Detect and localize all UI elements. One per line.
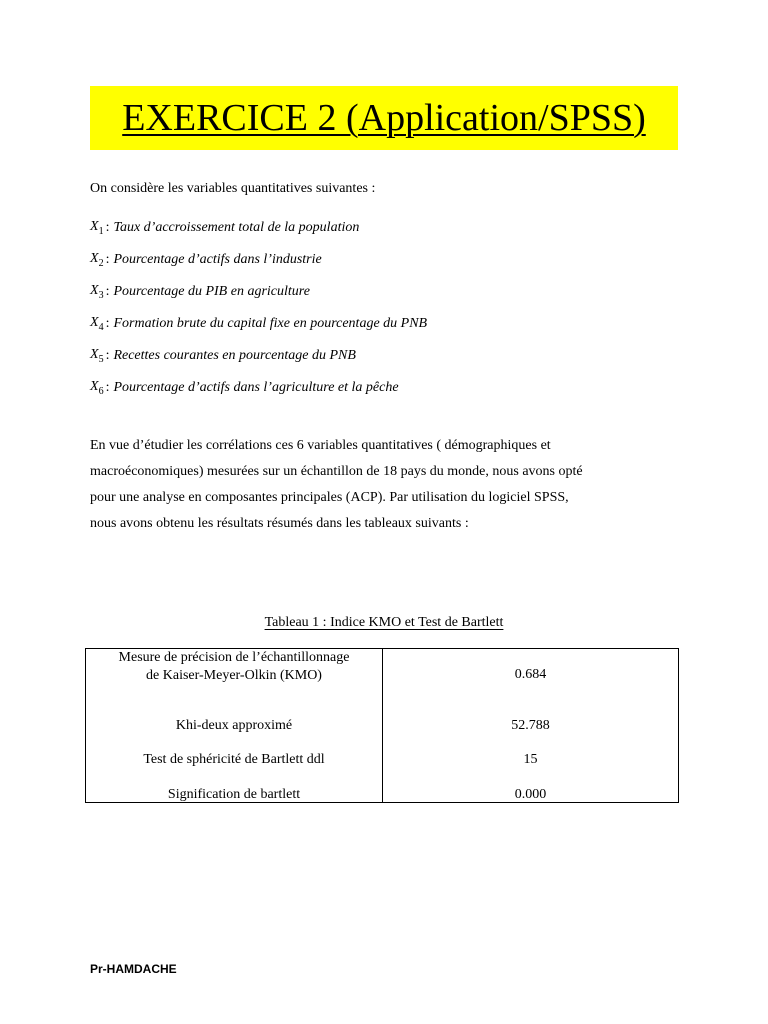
variable-symbol: $X_2$ <box>90 251 104 269</box>
title-banner <box>90 86 678 150</box>
label-line: Mesure de précision de l’échantillonnage <box>118 650 350 665</box>
table-label-chi2: Khi-deux approximé <box>175 718 293 733</box>
variable-separator: : <box>105 348 110 363</box>
variable-item <box>90 372 690 404</box>
variable-separator: : <box>105 316 110 331</box>
variable-list <box>90 212 690 404</box>
variable-item <box>90 308 690 340</box>
variable-symbol: $X_5$ <box>90 347 104 365</box>
variable-symbol: $X_1$ <box>90 219 104 237</box>
variable-description: Pourcentage d’actifs dans l’industrie <box>113 252 322 267</box>
variable-description: Taux d’accroissement total de la population <box>113 220 360 235</box>
variable-separator: : <box>105 284 110 299</box>
table-value-kmo: 0.684 <box>514 667 547 682</box>
variable-description: Pourcentage d’actifs dans l’agriculture et la pêche <box>113 380 399 395</box>
kmo-bartlett-table <box>85 648 679 803</box>
label-column <box>86 649 383 802</box>
table-label-kmo <box>86 649 382 685</box>
variable-separator: : <box>105 380 110 395</box>
variable-item <box>90 212 690 244</box>
variable-symbol: $X_4$ <box>90 315 104 333</box>
paragraph-line: nous avons obtenu les résultats résumés dans les tableaux suivants : <box>90 516 469 531</box>
variable-item <box>90 276 690 308</box>
variable-separator: : <box>105 252 110 267</box>
table-label-ddl: Test de sphéricité de Bartlett ddl <box>143 752 325 767</box>
table-caption: Tableau 1 : Indice KMO et Test de Bartlett <box>264 615 504 630</box>
paragraph-line: pour une analyse en composantes principales (ACP). Par utilisation du logiciel SPSS, <box>90 490 569 505</box>
table-value-significance: 0.000 <box>514 787 547 802</box>
label-line: de Kaiser-Meyer-Olkin (KMO) <box>146 668 322 683</box>
author-footer: Pr-HAMDACHE <box>90 962 177 976</box>
page-title: EXERCICE 2 (Application/SPSS) <box>122 97 646 139</box>
variable-description: Formation brute du capital fixe en pourcentage du PNB <box>113 316 428 331</box>
table-value-chi2: 52.788 <box>511 718 550 733</box>
table-value-ddl: 15 <box>523 752 538 767</box>
variable-description: Recettes courantes en pourcentage du PNB <box>113 348 356 363</box>
variable-item <box>90 244 690 276</box>
intro-text: On considère les variables quantitatives suivantes : <box>90 181 376 196</box>
paragraph-line: En vue d’étudier les corrélations ces 6 variables quantitatives ( démographiques et <box>90 438 551 453</box>
table-label-significance: Signification de bartlett <box>167 787 301 802</box>
variable-description: Pourcentage du PIB en agriculture <box>113 284 310 299</box>
description-paragraph <box>90 436 690 540</box>
variable-item <box>90 340 690 372</box>
value-column <box>383 649 678 802</box>
variable-symbol: $X_6$ <box>90 379 104 397</box>
variable-symbol: $X_3$ <box>90 283 104 301</box>
variable-separator: : <box>105 220 110 235</box>
paragraph-line: macroéconomiques) mesurées sur un échantillon de 18 pays du monde, nous avons opté <box>90 464 583 479</box>
